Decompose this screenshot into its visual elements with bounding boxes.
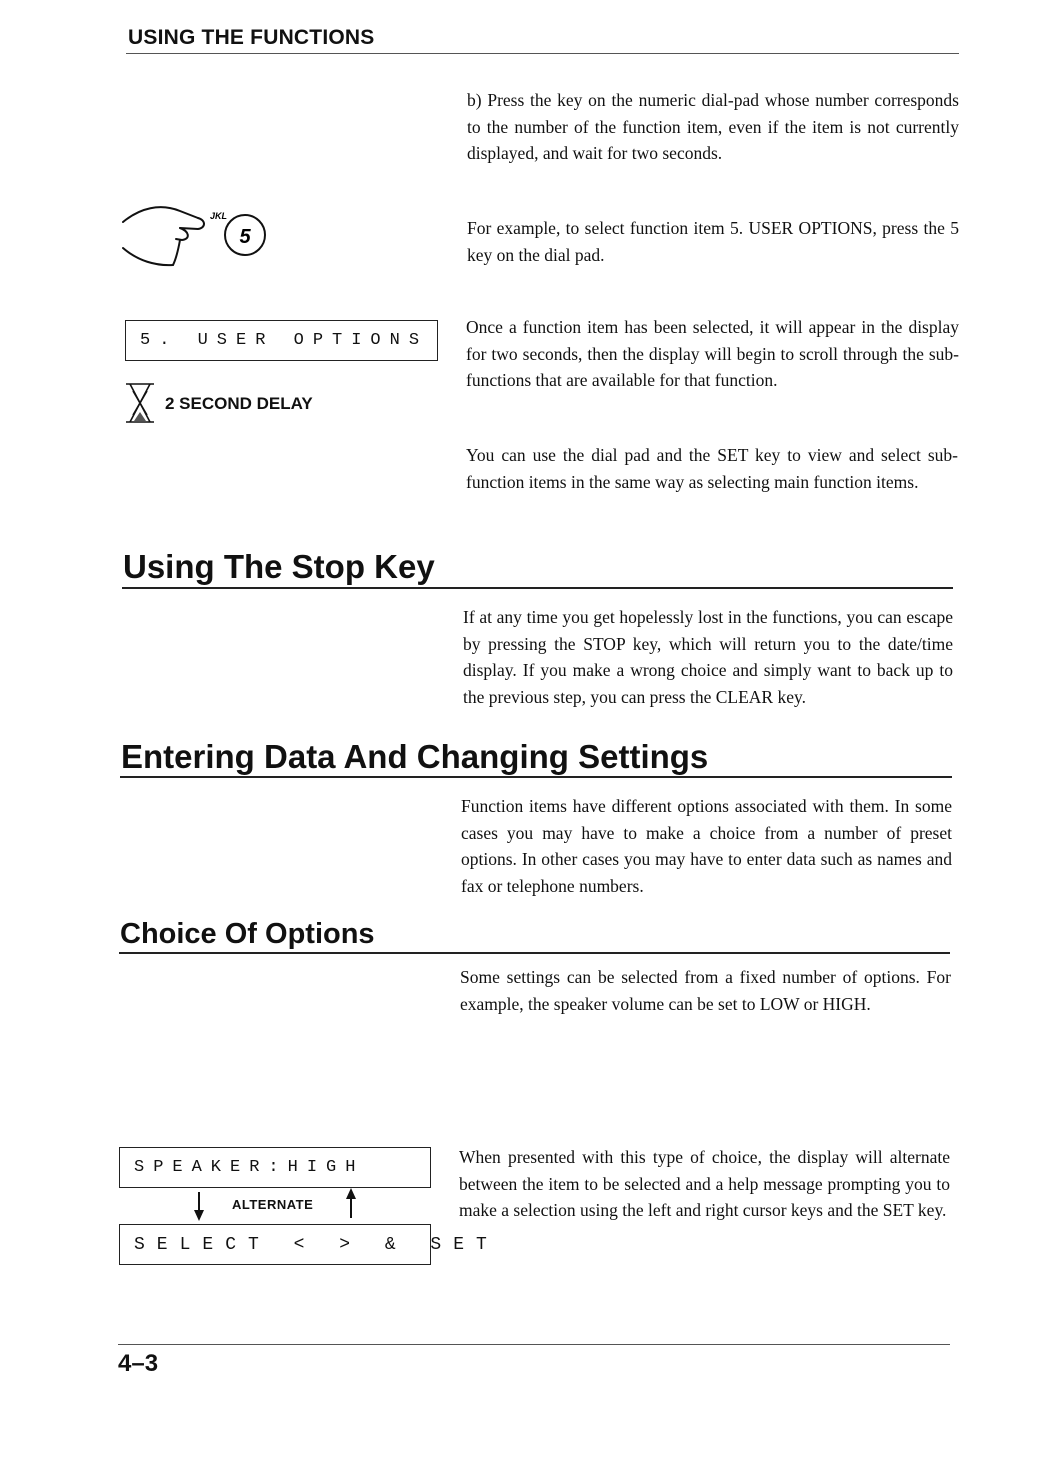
step-b-paragraph: b) Press the key on the numeric dial-pad whose number corresponds to the number of the function item, even if the item is not currently displayed, and wait for two seconds. [467,90,959,163]
arrow-up-icon [342,1187,360,1219]
choice-paragraph-2: When presented with this type of choice, the display will alternate between the item to be selected and a help message prompting you to make a selection using the left and right cursor keys and the SET key. [459,1147,950,1220]
heading-entering-data: Entering Data And Changing Settings [121,738,709,775]
header-rule [126,53,959,54]
lcd-display-user-options: 5. USER OPTIONS [125,320,438,361]
finger-press-key-5-illustration [118,195,298,275]
key-letters-label: JKL [210,211,228,221]
heading-choice-of-options: Choice Of Options [120,918,375,950]
page-number: 4–3 [118,1350,159,1377]
heading-stop-key-rule [122,587,953,589]
running-header: USING THE FUNCTIONS [128,26,375,49]
heading-entering-data-rule [120,776,952,778]
dialpad-paragraph: You can use the dial pad and the SET key to view and select sub-function items in the same way as selecting main function items. [466,445,958,492]
delay-label: 2 SECOND DELAY [165,394,313,413]
arrow-down-icon [190,1190,208,1222]
example-paragraph: For example, to select function item 5. USER OPTIONS, press the 5 key on the dial pad. [467,218,959,265]
alternate-label: ALTERNATE [232,1197,314,1212]
heading-choice-rule [119,952,950,954]
appear-paragraph: Once a function item has been selected, it will appear in the display for two seconds, then the display will begin to scroll through the sub-functions that are available for that function. [466,317,959,390]
lcd-display-speaker: SPEAKER:HIGH [119,1147,431,1188]
pointing-finger-icon [123,207,204,265]
lcd-display-select: SELECT < > & SET [119,1224,431,1265]
hourglass-icon [122,381,158,425]
stop-key-paragraph: If at any time you get hopelessly lost in the functions, you can escape by pressing the STOP key, which will return you to the date/time display. If you make a wrong choice and simply want to back up to the previous step, you can press the CLEAR key. [463,607,953,707]
choice-paragraph-1: Some settings can be selected from a fixed number of options. For example, the speaker volume can be set to LOW or HIGH. [460,967,951,1014]
entering-data-paragraph: Function items have different options associated with them. In some cases you may have to make a choice from a number of preset options. In other cases you may have to enter data such as names and fax or telephone numbers. [461,796,952,896]
key-number-label: 5 [239,226,251,248]
footer-rule [118,1344,950,1345]
heading-stop-key: Using The Stop Key [123,548,435,585]
